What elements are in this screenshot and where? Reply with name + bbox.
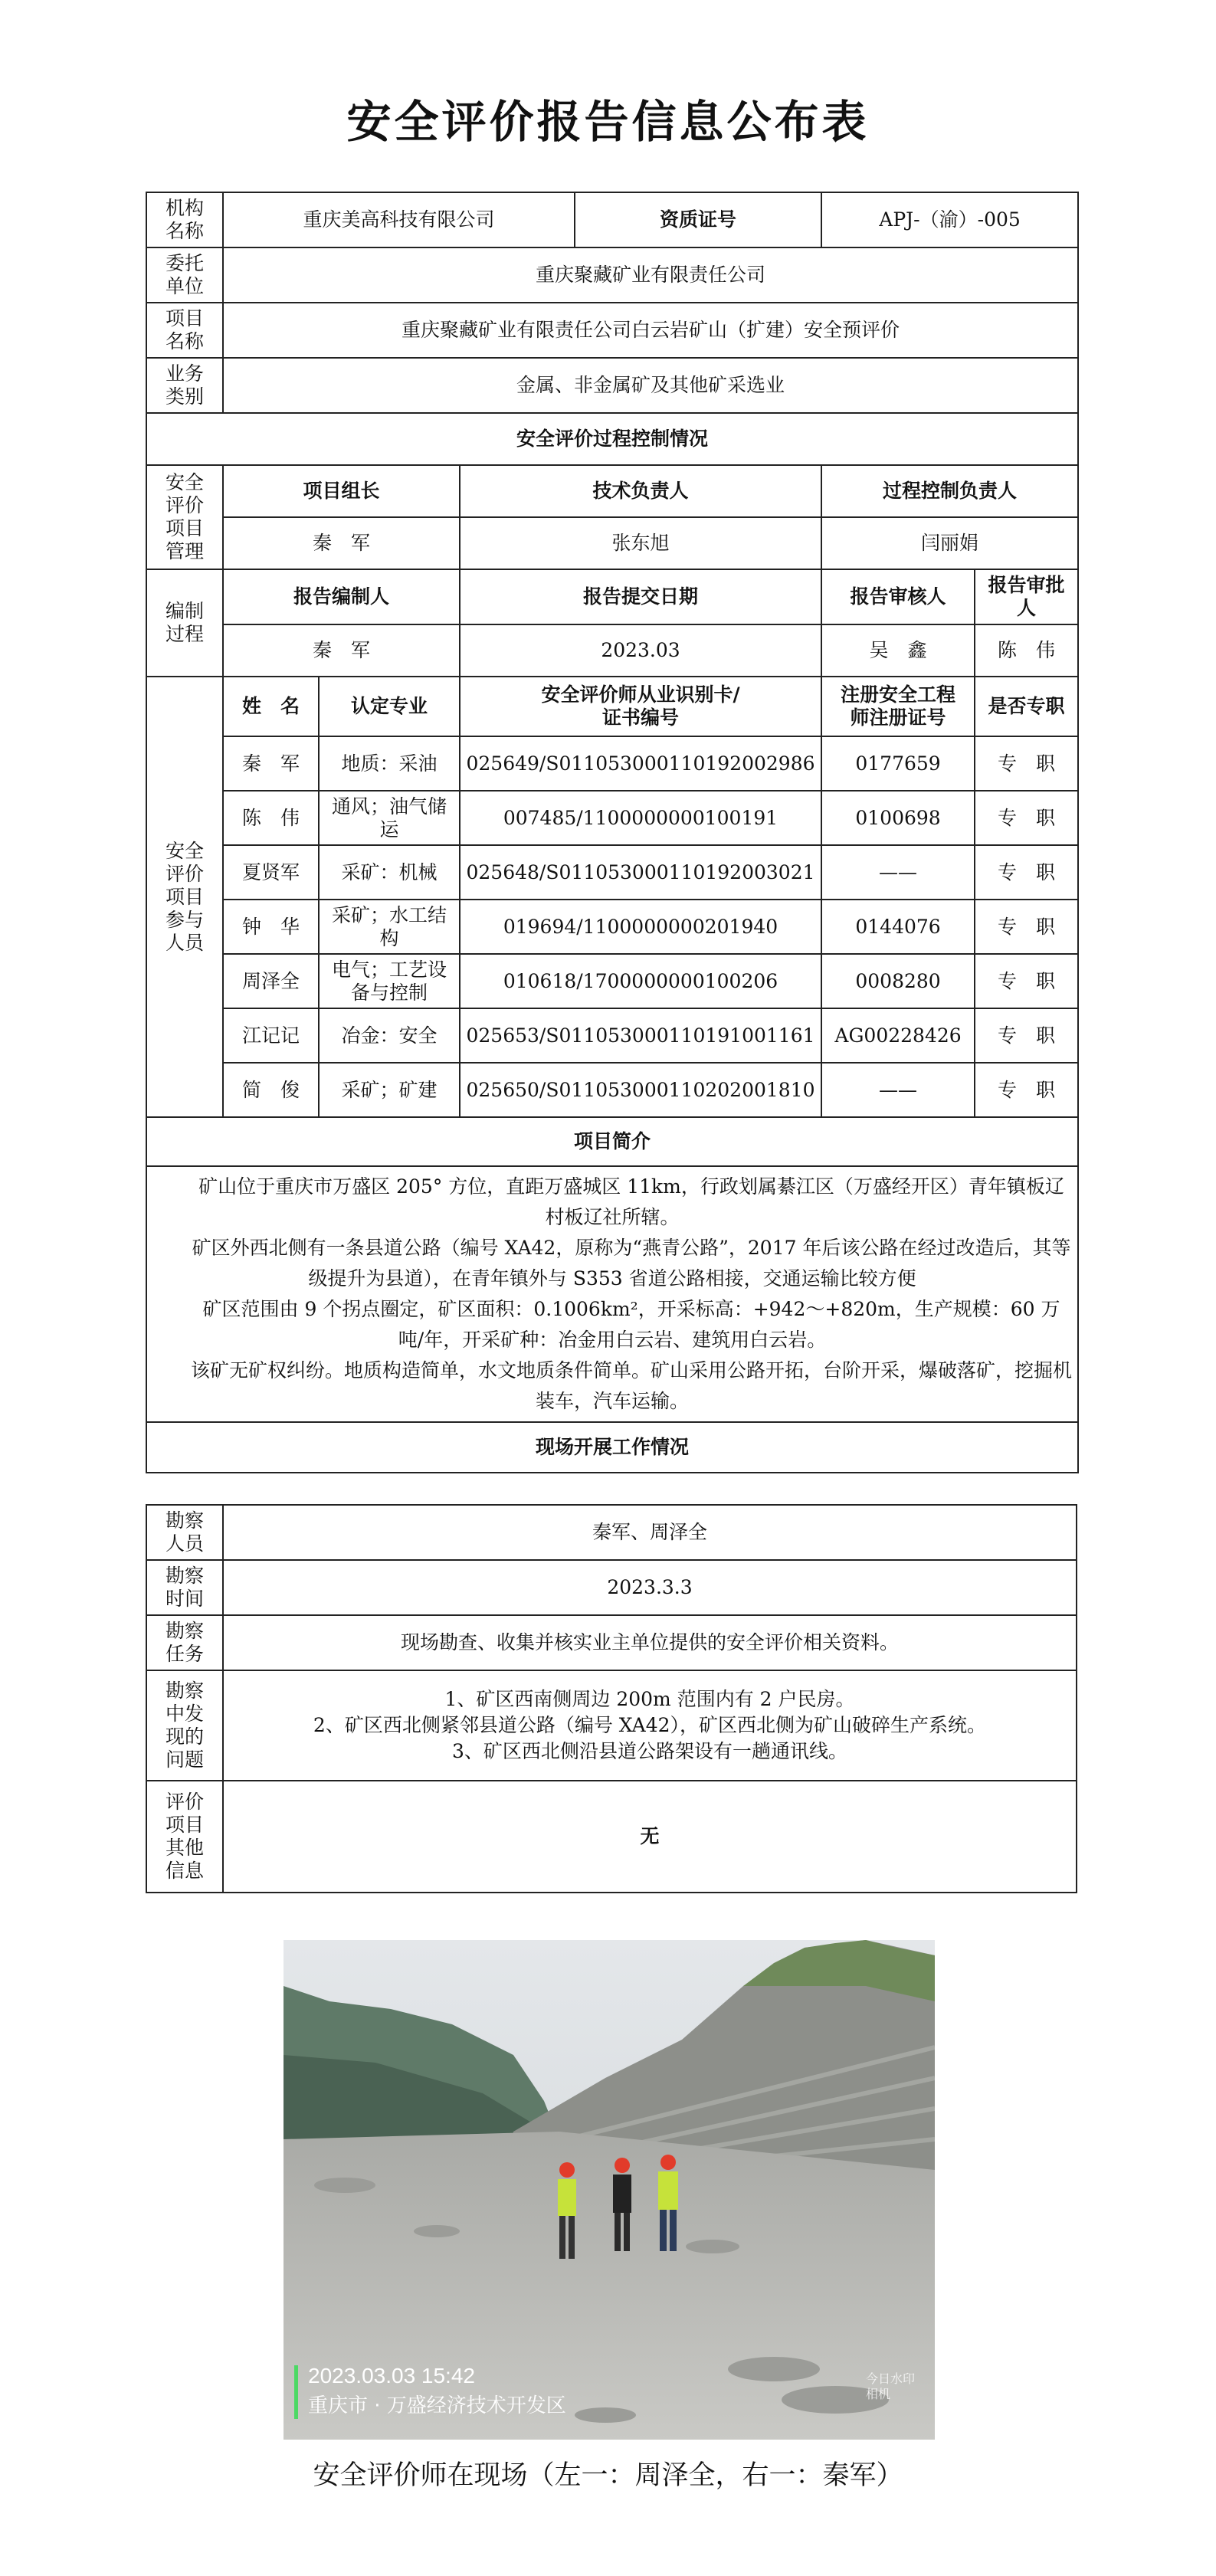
project-value: 重庆聚藏矿业有限责任公司白云岩矿山（扩建）安全预评价 — [223, 303, 1078, 358]
participant-major: 通风；油气储 运 — [319, 791, 460, 845]
table-row — [146, 791, 1078, 845]
participant-name: 简 俊 — [223, 1063, 319, 1117]
participants-label: 安全 评价 项目 参与 人员 — [146, 677, 223, 1117]
survey-time-label: 勘察 时间 — [146, 1560, 223, 1615]
participant-major: 采矿；矿建 — [319, 1063, 460, 1117]
compile-header-date: 报告提交日期 — [460, 569, 821, 624]
timestamp-accent-bar — [294, 2365, 298, 2419]
cert-label: 资质证号 — [575, 192, 821, 247]
survey-staff: 秦军、周泽全 — [223, 1505, 1077, 1560]
participant-name: 钟 华 — [223, 900, 319, 954]
photo-caption: 安全评价师在现场（左一：周泽全，右一：秦军） — [313, 2460, 903, 2491]
photo-timestamp: 2023.03.03 15:42 — [308, 2364, 475, 2388]
management-header-control: 过程控制负责人 — [821, 465, 1078, 517]
participant-reg: AG00228426 — [821, 1008, 975, 1063]
participants-header-reg: 注册安全工程 师注册证号 — [821, 677, 975, 736]
problem-item: 2、矿区西北侧紧邻县道公路（编号 XA42），矿区西北侧为矿山破碎生产系统。 — [313, 1714, 987, 1736]
participant-card: 007485/1100000000100191 — [460, 791, 821, 845]
participant-fulltime: 专 职 — [975, 1008, 1078, 1063]
participant-name: 秦 军 — [223, 736, 319, 791]
survey-time: 2023.3.3 — [223, 1560, 1077, 1615]
problem-item: 3、矿区西北侧沿县道公路架设有一趟通讯线。 — [452, 1740, 847, 1762]
participant-major: 电气；工艺设 备与控制 — [319, 954, 460, 1008]
client-label: 委托 单位 — [146, 247, 223, 303]
survey-problems — [223, 1670, 1077, 1781]
project-label: 项目 名称 — [146, 303, 223, 358]
survey-problems-label: 勘察 中发 现的 问题 — [146, 1670, 223, 1781]
compile-date: 2023.03 — [460, 624, 821, 677]
table-row — [146, 1008, 1078, 1063]
field-section-title: 现场开展工作情况 — [146, 1422, 1078, 1473]
cert-value: APJ-（渝）-005 — [821, 192, 1078, 247]
survey-staff-label: 勘察 人员 — [146, 1505, 223, 1560]
participant-major: 采矿；水工结 构 — [319, 900, 460, 954]
participants-header-major: 认定专业 — [319, 677, 460, 736]
participant-fulltime: 专 职 — [975, 954, 1078, 1008]
participant-major: 冶金：安全 — [319, 1008, 460, 1063]
participant-reg: 0144076 — [821, 900, 975, 954]
compile-header-reviewer: 报告审核人 — [821, 569, 975, 624]
management-header-tech: 技术负责人 — [460, 465, 821, 517]
participant-card: 025650/S011053000110202001810 — [460, 1063, 821, 1117]
management-header-leader: 项目组长 — [223, 465, 460, 517]
intro-text — [146, 1166, 1078, 1422]
table-row — [146, 900, 1078, 954]
table-row — [146, 954, 1078, 1008]
intro-section-title: 项目简介 — [146, 1117, 1078, 1166]
participant-major: 采矿：机械 — [319, 845, 460, 900]
intro-paragraph: 矿山位于重庆市万盛区 205° 方位，直距万盛城区 11km，行政划属綦江区（万盛经开区）青年镇板辽村板辽社所辖。 — [198, 1175, 1064, 1228]
participant-name: 江记记 — [223, 1008, 319, 1063]
participant-card: 025653/S011053000110191001161 — [460, 1008, 821, 1063]
participant-name: 周泽全 — [223, 954, 319, 1008]
org-name: 重庆美高科技有限公司 — [223, 192, 575, 247]
compile-reviewer: 吴 鑫 — [821, 624, 975, 677]
table-row — [146, 1063, 1078, 1117]
participant-fulltime: 专 职 — [975, 736, 1078, 791]
problem-item: 1、矿区西南侧周边 200m 范围内有 2 户民房。 — [444, 1688, 855, 1710]
org-label: 机构 名称 — [146, 192, 223, 247]
business-label: 业务 类别 — [146, 358, 223, 413]
page-title: 安全评价报告信息公布表 — [346, 96, 870, 148]
survey-task: 现场勘查、收集并核实业主单位提供的安全评价相关资料。 — [223, 1615, 1077, 1670]
management-tech: 张东旭 — [460, 517, 821, 569]
participant-fulltime: 专 职 — [975, 1063, 1078, 1117]
participant-major: 地质：采油 — [319, 736, 460, 791]
management-leader: 秦 军 — [223, 517, 460, 569]
participant-fulltime: 专 职 — [975, 900, 1078, 954]
participants-header-card: 安全评价师从业识别卡/ 证书编号 — [460, 677, 821, 736]
participant-reg: —— — [821, 1063, 975, 1117]
compile-label: 编制 过程 — [146, 569, 223, 677]
table-row — [146, 845, 1078, 900]
participant-reg: 0177659 — [821, 736, 975, 791]
photo-watermark-line: 相机 — [866, 2387, 891, 2401]
survey-other-label: 评价 项目 其他 信息 — [146, 1781, 223, 1893]
participant-reg: 0008280 — [821, 954, 975, 1008]
intro-paragraph: 矿区范围由 9 个拐点圈定，矿区面积：0.1006km²，开采标高：+942～+820m，生产规模：60 万吨/年，开采矿种：冶金用白云岩、建筑用白云岩。 — [202, 1298, 1060, 1351]
site-photo — [284, 1940, 935, 2440]
participant-name: 陈 伟 — [223, 791, 319, 845]
compile-approver: 陈 伟 — [975, 624, 1078, 677]
participant-fulltime: 专 职 — [975, 791, 1078, 845]
survey-table — [146, 1504, 1077, 1893]
participant-reg: —— — [821, 845, 975, 900]
participant-card: 025649/S011053000110192002986 — [460, 736, 821, 791]
compile-header-author: 报告编制人 — [223, 569, 460, 624]
process-section-title: 安全评价过程控制情况 — [146, 413, 1078, 465]
compile-header-approver: 报告审批人 — [975, 569, 1078, 624]
participant-card: 025648/S011053000110192003021 — [460, 845, 821, 900]
photo-watermark-line: 今日水印 — [866, 2371, 916, 2386]
client-value: 重庆聚藏矿业有限责任公司 — [223, 247, 1078, 303]
management-label: 安全 评价 项目 管理 — [146, 465, 223, 569]
management-control: 闫丽娟 — [821, 517, 1078, 569]
survey-task-label: 勘察 任务 — [146, 1615, 223, 1670]
photo-location: 重庆市 · 万盛经济技术开发区 — [308, 2394, 566, 2417]
participant-reg: 0100698 — [821, 791, 975, 845]
business-value: 金属、非金属矿及其他矿采选业 — [223, 358, 1078, 413]
compile-author: 秦 军 — [223, 624, 460, 677]
intro-paragraph: 该矿无矿权纠纷。地质构造简单，水文地质条件简单。矿山采用公路开拓，台阶开采，爆破落矿，挖掘机装车，汽车运输。 — [191, 1359, 1073, 1412]
intro-paragraph: 矿区外西北侧有一条县道公路（编号 XA42，原称为“燕青公路”，2017 年后该公路在经过改造后，其等级提升为县道），在青年镇外与 S353 省道公路相接，交通运输比较方便 — [192, 1237, 1071, 1290]
participant-card: 010618/1700000000100206 — [460, 954, 821, 1008]
info-table — [146, 192, 1079, 1473]
survey-other: 无 — [223, 1781, 1077, 1893]
participants-header-fulltime: 是否专职 — [975, 677, 1078, 736]
participant-card: 019694/1100000000201940 — [460, 900, 821, 954]
participants-header-name: 姓 名 — [223, 677, 319, 736]
participant-name: 夏贤军 — [223, 845, 319, 900]
table-row — [146, 736, 1078, 791]
participant-fulltime: 专 职 — [975, 845, 1078, 900]
